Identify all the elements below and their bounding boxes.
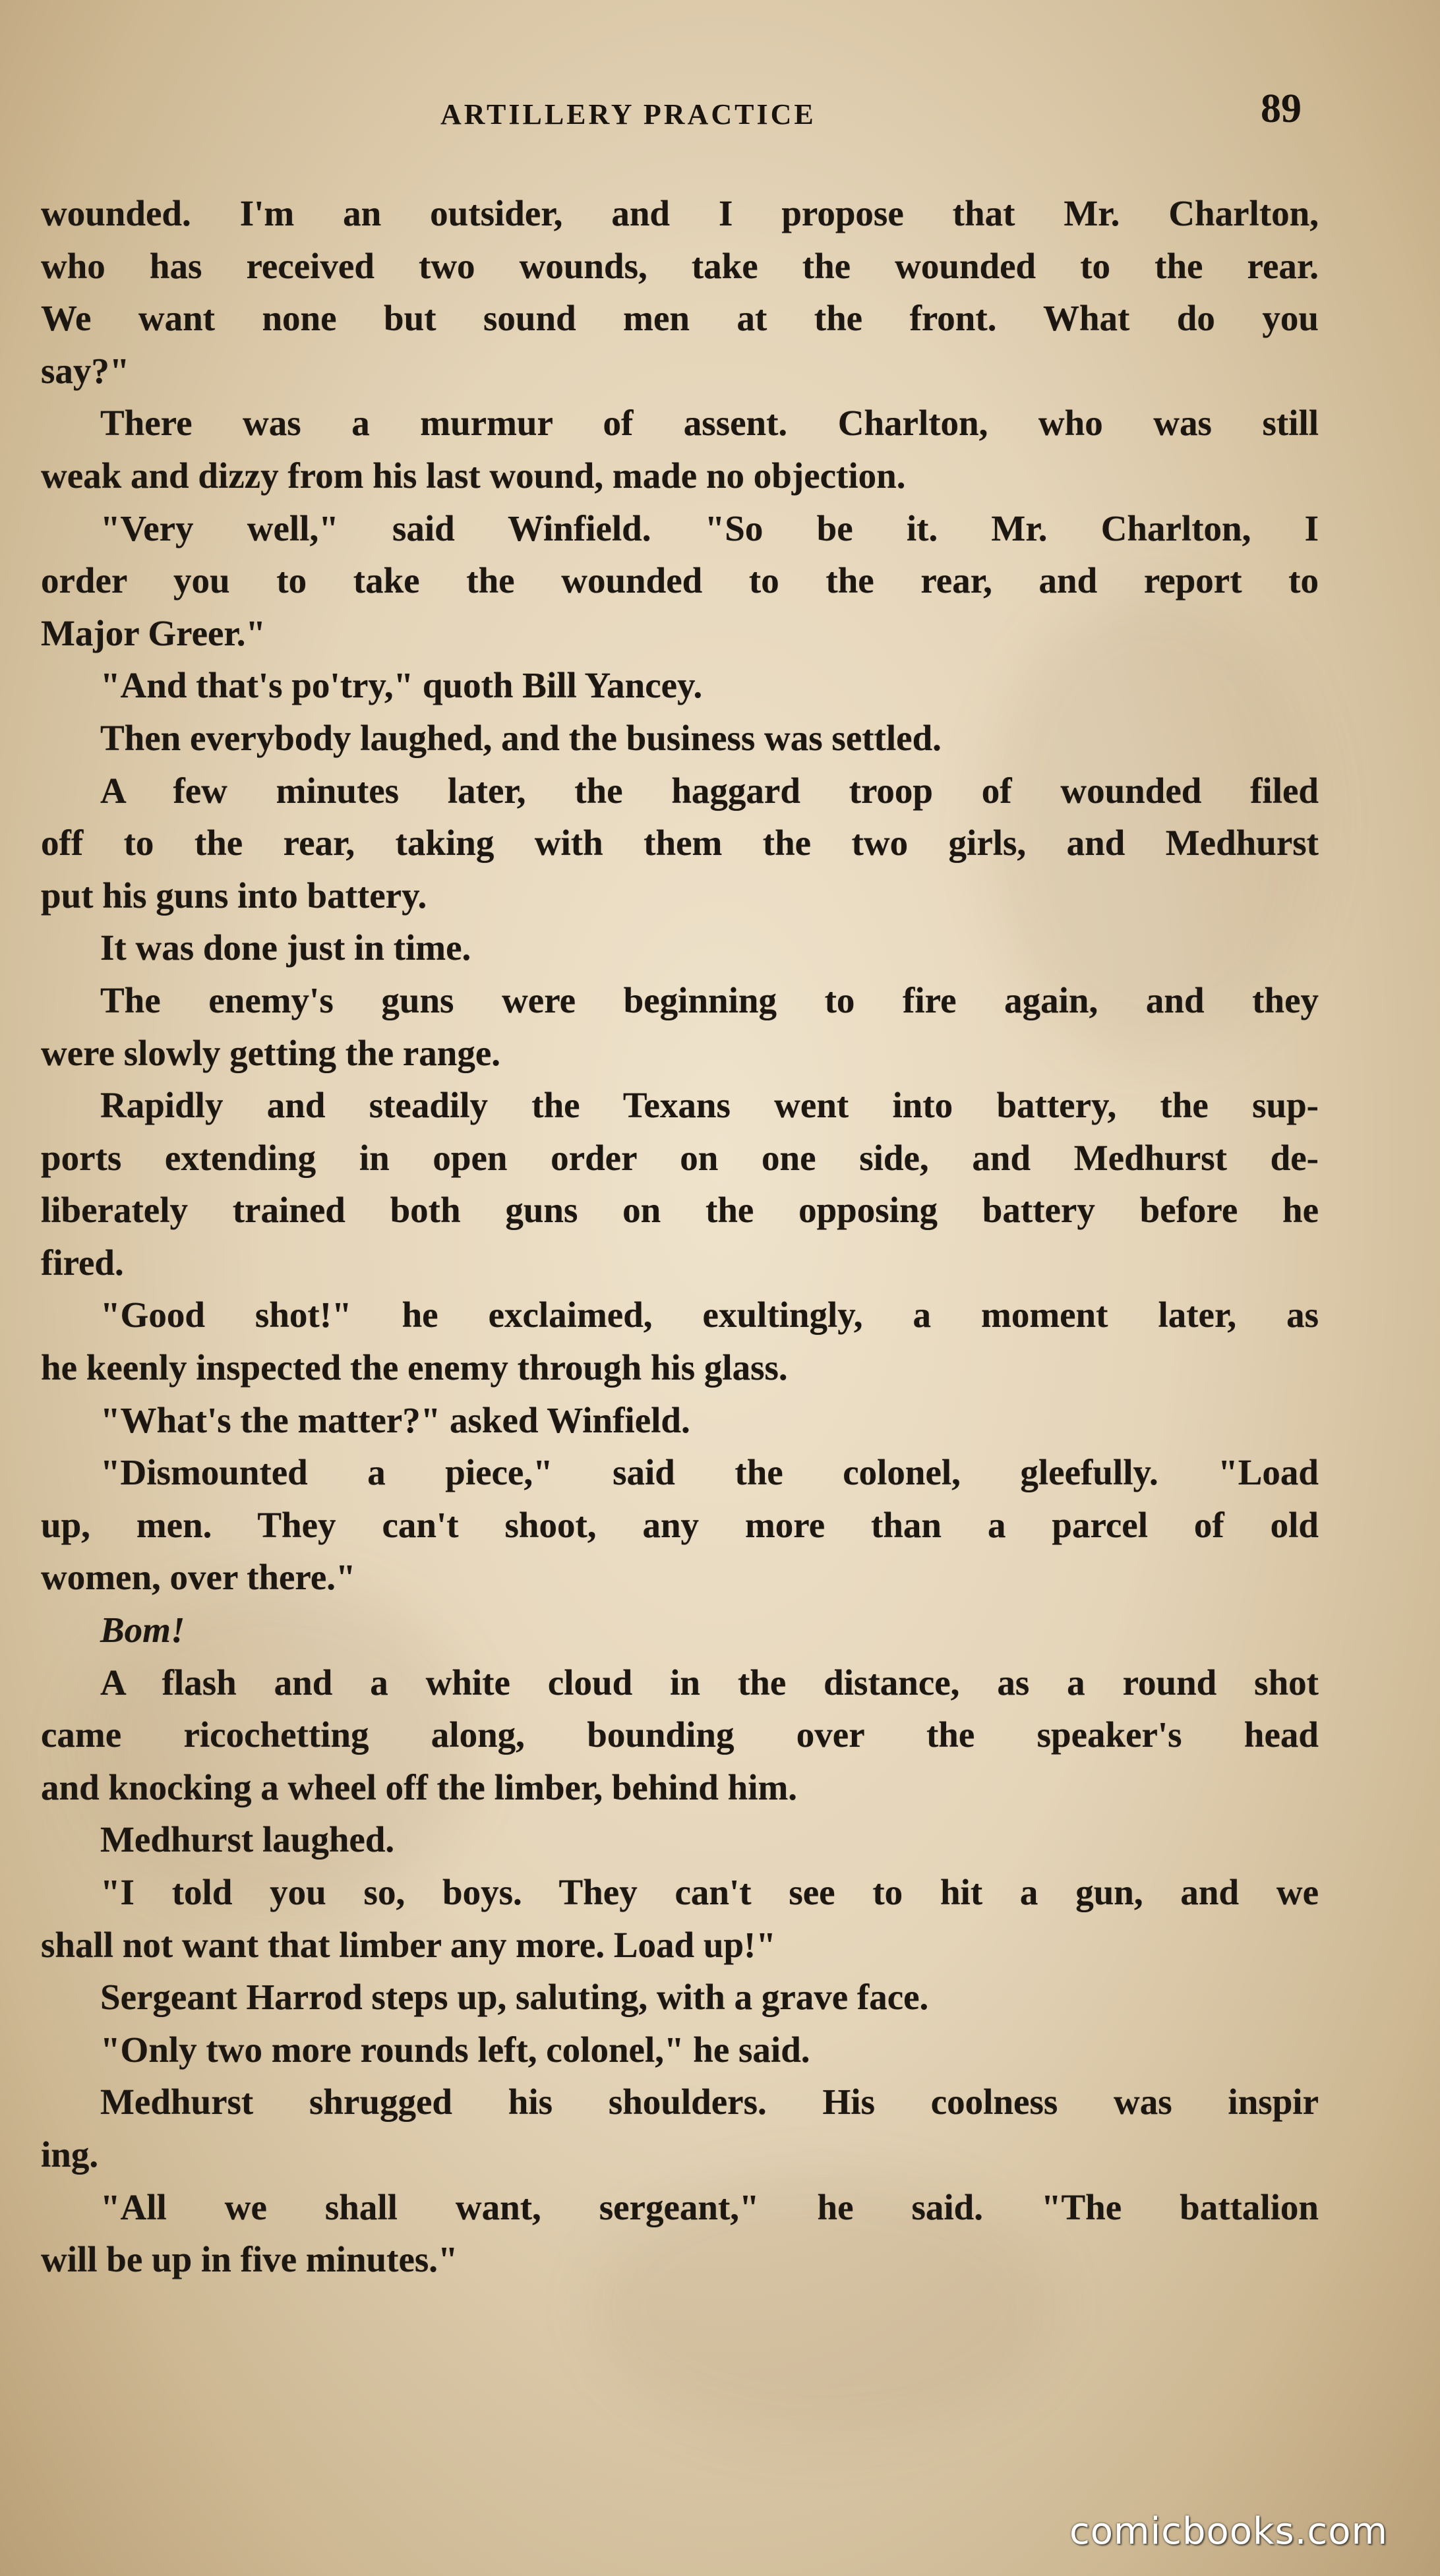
text-line: he keenly inspected the enemy through his glass.: [41, 1347, 788, 1388]
text-line: "Good shot!" he exclaimed, exultingly, a moment later, as: [100, 1295, 1319, 1335]
text-line: who has received two wounds, take the wounded to the rear.: [41, 245, 1319, 286]
text-line: ports extending in open order on one side, and Medhurst de-: [41, 1137, 1319, 1178]
text-line: Medhurst shrugged his shoulders. His coolness was inspir: [100, 2082, 1319, 2122]
text-line: order you to take the wounded to the rear, and report to: [41, 560, 1319, 601]
text-line: The enemy's guns were beginning to fire again, and they: [100, 980, 1319, 1020]
text-line: Then everybody laughed, and the business was settled.: [100, 717, 942, 758]
text-line: "And that's po'try," quoth Bill Yancey.: [100, 665, 703, 706]
watermark: comicbooks.com: [1069, 2510, 1389, 2553]
text-line: We want none but sound men at the front. What do you: [41, 298, 1319, 339]
text-line: A few minutes later, the haggard troop of wounded filed: [100, 770, 1319, 811]
running-title: ARTILLERY PRACTICE: [440, 98, 816, 131]
text-line: "Only two more rounds left, colonel," he said.: [100, 2029, 810, 2070]
text-line: women, over there.": [41, 1557, 356, 1598]
text-line: off to the rear, taking with them the two girls, and Medhurst: [41, 823, 1319, 864]
text-line: "Dismounted a piece," said the colonel, gleefully. "Load: [100, 1452, 1319, 1493]
text-line: up, men. They can't shoot, any more than a parcel of old: [41, 1504, 1319, 1545]
text-line: "Very well," said Winfield. "So be it. Mr. Charlton, I: [100, 508, 1319, 548]
page-number: 89: [1261, 86, 1302, 131]
text-line: wounded. I'm an outsider, and I propose that Mr. Charlton,: [41, 193, 1319, 233]
text-line: Major Greer.": [41, 612, 266, 653]
text-line: Sergeant Harrod steps up, saluting, with a grave face.: [100, 1977, 929, 2018]
text-line: say?": [41, 350, 130, 391]
text-line: There was a murmur of assent. Charlton, who was still: [100, 403, 1319, 444]
text-line: liberately trained both guns on the opposing battery before he: [41, 1190, 1319, 1231]
text-line: fired.: [41, 1242, 124, 1283]
text-line: weak and dizzy from his last wound, made no objection.: [41, 455, 906, 496]
text-line: shall not want that limber any more. Load up!": [41, 1924, 776, 1965]
text-line: "I told you so, boys. They can't see to hit a gun, and we: [100, 1872, 1319, 1912]
text-line: "What's the matter?" asked Winfield.: [100, 1399, 690, 1440]
text-line: Rapidly and steadily the Texans went into battery, the sup-: [100, 1085, 1319, 1126]
text-line: will be up in five minutes.": [41, 2239, 458, 2280]
text-line: and knocking a wheel off the limber, behind him.: [41, 1767, 798, 1807]
page-header: [0, 79, 1440, 158]
text-line: A flash and a white cloud in the distance, as a round shot: [100, 1662, 1319, 1703]
text-line: "All we shall want, sergeant," he said. "The battalion: [100, 2186, 1319, 2227]
text-line: Medhurst laughed.: [100, 1819, 395, 1860]
text-line: It was done just in time.: [100, 927, 471, 968]
text-line: Bom!: [100, 1610, 185, 1651]
text-line: came ricochetting along, bounding over the speaker's head: [41, 1714, 1319, 1755]
text-line: ing.: [41, 2134, 99, 2175]
text-line: put his guns into battery.: [41, 875, 427, 916]
body-text: [41, 187, 1319, 2286]
text-line: were slowly getting the range.: [41, 1032, 501, 1073]
